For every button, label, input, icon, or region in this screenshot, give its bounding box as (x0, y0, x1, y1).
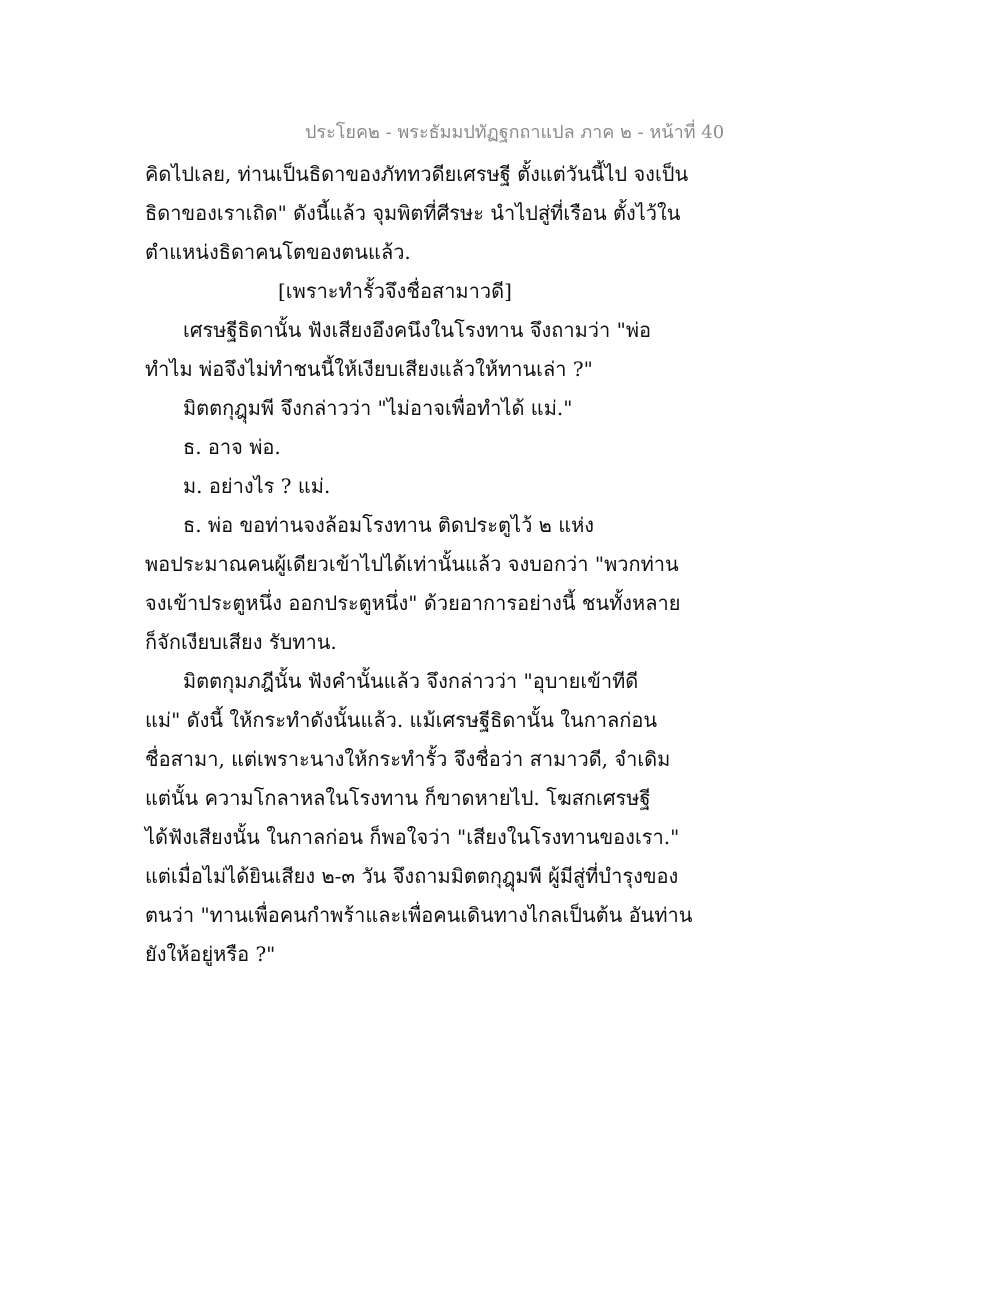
text-line: ยังให้อยู่หรือ ?" (145, 942, 276, 966)
text-line: ตนว่า "ทานเพื่อคนกำพร้าและเพื่อคนเดินทางไกลเป็นต้น อันท่าน (145, 903, 693, 927)
text-line: ได้ฟังเสียงนั้น ในกาลก่อน ก็พอใจว่า "เสียงในโรงทานของเรา." (145, 825, 680, 849)
dialogue-line: ธ. อาจ พ่อ. (183, 435, 281, 459)
text-line: ตำแหน่งธิดาคนโตของตนแล้ว. (145, 240, 411, 264)
text-line: ทำไม พ่อจึงไม่ทำชนนี้ให้เงียบเสียงแล้วให้ทานเล่า ?" (145, 357, 593, 381)
text-line: ธิดาของเราเถิด" ดังนี้แล้ว จุมพิตที่ศีรษะ นำไปสู่ที่เรือน ตั้งไว้ใน (145, 201, 681, 225)
text-line: แต่นั้น ความโกลาหลในโรงทาน ก็ขาดหายไป. โฆสกเศรษฐี (145, 786, 651, 810)
dialogue-line: มิตตกุฎุมพี จึงกล่าวว่า "ไม่อาจเพื่อทำได้ แม่." (183, 396, 573, 420)
text-line: พอประมาณคนผู้เดียวเข้าไปได้เท่านั้นแล้ว จงบอกว่า "พวกท่าน (145, 552, 679, 576)
text-line: จงเข้าประตูหนึ่ง ออกประตูหนึ่ง" ด้วยอาการอย่างนี้ ชนทั้งหลาย (145, 591, 681, 615)
page-body (145, 155, 693, 974)
paragraph-start: เศรษฐีธิดานั้น ฟังเสียงอึงคนึงในโรงทาน จึงถามว่า "พ่อ (183, 318, 652, 342)
text-line: ชื่อสามา, แต่เพราะนางให้กระทำรั้ว จึงชื่อว่า สามาวดี, จำเดิม (145, 747, 671, 771)
text-line: แม่" ดังนี้ ให้กระทำดังนั้นแล้ว. แม้เศรษฐีธิดานั้น ในกาลก่อน (145, 708, 658, 732)
text-line: ก็จักเงียบเสียง รับทาน. (145, 630, 337, 654)
paragraph-start: ธ. พ่อ ขอท่านจงล้อมโรงทาน ติดประตูไว้ ๒ แห่ง (183, 513, 595, 537)
section-heading: [เพราะทำรั้วจึงชื่อสามาวดี] (278, 279, 512, 303)
text-line: แต่เมื่อไม่ได้ยินเสียง ๒-๓ วัน จึงถามมิตตกุฎุมพี ผู้มีสู่ที่บำรุงของ (145, 864, 679, 888)
dialogue-line: ม. อย่างไร ? แม่. (183, 474, 331, 498)
paragraph-start: มิตตกุมภฎีนั้น ฟังคำนั้นแล้ว จึงกล่าวว่า "อุบายเข้าทีดี (183, 669, 639, 693)
running-header: ประโยค๒ - พระธัมมปทัฏฐกถาแปล ภาค ๒ - หน้าที่ 40 (305, 122, 725, 143)
text-line: คิดไปเลย, ท่านเป็นธิดาของภัททวดียเศรษฐี ตั้งแต่วันนี้ไป จงเป็น (145, 162, 689, 186)
